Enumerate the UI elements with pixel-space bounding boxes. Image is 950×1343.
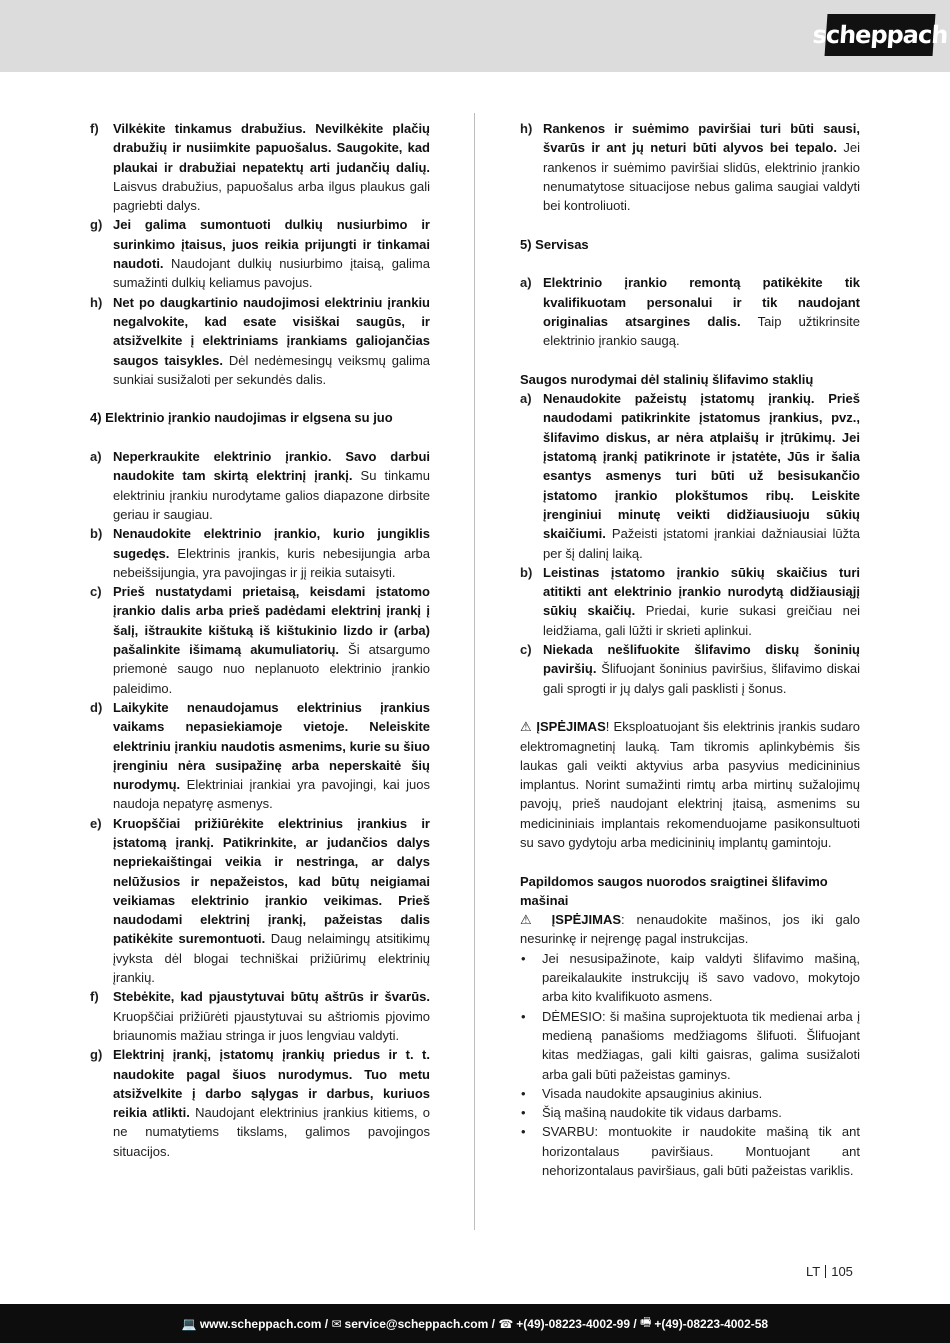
warning-text: ! Eksploatuojant šis elektrinis įrankis sudaro elektromagnetinį lauką. Tam tikromis aplinkybėmis šis laukas gali veikti aktyvius arba pasyvius medicininius implantus. Norint sumažinti rimtų arba mirtinų sužalojimų pavojų, prieš naudojant elektrinį įtaisą, asmenims su medicininiais implantais rekomenduojame pasikonsultuoti su savo gydytoju arba medicininių implantų gamintoju. [520,719,860,850]
item-marker: e) [90,815,102,831]
item-bold-text: Laikykite nenaudojamus elektrinius įrankius vaikams nepasiekiamoje vietoje. Neleiskite elektriniu įrankiu naudotis asmenims, kurie su šiuo įrenginiu nėra susipažinę arba neperskaitė šių nurodymų. [113,699,430,793]
computer-icon: 💻 [181,1316,197,1331]
warning-paragraph [520,717,860,852]
item-text: Kruopščiai prižiūrėti pjaustytuvai su aštriomis pjovimo briaunomis mažiau stringa ir juos lengviau valdyti. [113,1008,430,1043]
list-item [520,640,860,698]
list-item [90,447,430,524]
item-text: Su tinkamu elektriniu įrankiu nurodytame galios diapazone dirbsite geriau ir saugiau. [113,468,430,522]
item-marker: a) [90,449,102,465]
item-bold-text: Kruopščiai prižiūrėkite elektrinius įrankius ir įstatomą įrankį. Patikrinkite, ar judančios dalys nepriekaištingai veikia ir nestringa, ar dalys nelūžusios ir nepažeistos, kad būtų neigiamai veikiamas elektrinio įrankio veikimas. Prieš naudodami elektrinį įrankį, pažeistas dalis patikėkite suremontuoti. [113,815,430,947]
warning-paragraph [520,910,860,949]
item-text: Daug nelaimingų atsitikimų įvyksta dėl blogai techniškai prižiūrimų elektrinių įrankių. [113,931,431,986]
scheppach-logo: scheppach [825,14,936,56]
list-item [90,698,430,814]
list-item [90,1045,430,1161]
item-text: Elektrinis įrankis, kuris nebesijungia arba nebeišsijungia, yra pavojingas ir jį reikia sutaisyti. [113,545,430,580]
footer-separator: / [321,1316,332,1331]
item-bold-text: Jei galima sumontuoti dulkių nusiurbimo ir surinkimo įtaisus, juos reikia prijungti ir tinkamai naudoti. [113,217,430,272]
bullet-item: • SVARBU: montuokite ir naudokite mašiną tik ant horizontalaus paviršiaus. Montuojant ant nehorizontalaus paviršiaus, gali būti pažeistas variklis. [520,1122,860,1180]
item-bold-text: Nenaudokite elektrinio įrankio, kurio jungiklis sugedęs. [113,526,430,561]
item-text: Elektriniai įrankiai yra pavojingi, kai juos naudoja nepatyrę asmenys. [113,777,430,812]
item-marker: h) [90,294,103,310]
right-column [520,119,860,1180]
bullet-item: • DĖMESIO: ši mašina suprojektuota tik medienai arba į medieną panašioms medžiagoms šlifuoti. Šlifuojant kitas medžiagas, gali kilti gaisras, galima susižaloti arba gali būti pažeistas gaminys. [520,1007,860,1084]
item-marker: b) [90,526,103,542]
warning-label: ĮSPĖJIMAS [551,912,622,928]
bullet-text: Jei nesusipažinote, kaip valdyti šlifavimo mašiną, pareikalaukite instrukcijų iš savo vadovo, mokytojo arba kito kvalifikuoto asmens. [542,950,860,1005]
item-bold-text: Elektrinį įrankį, įstatomų įrankių priedus ir t. t. naudokite pagal šiuos nurodymus. Tuo metu atsižvelkite į darbo sąlygas ir darbus, kuriuos reikia atlikti. [113,1047,430,1121]
item-bold-text: Stebėkite, kad pjaustytuvai būtų aštrūs ir švarūs. [113,989,430,1005]
item-marker: g) [90,217,103,233]
item-text: Pažeisti įstatomi įrankiai dažniausiai lūžta per šį dalinį laiką. [543,526,860,561]
section-heading: Papildomos saugos nuorodos sraigtinei šlifavimo mašinai [520,873,828,908]
item-text: Šlifuojant šoninius paviršius, šlifavimo diskai gali sprogti ir jų dalys gali pasklisti į šonus. [543,661,860,696]
footer-separator: / [488,1316,499,1331]
column-divider [474,113,475,1230]
mail-icon: ✉ [331,1316,342,1331]
item-bold-text: Net po daugkartinio naudojimosi elektriniu įrankiu negalvokite, kad esate visiškai saugūs, ir atsižvelkite į elektriniams įrankiams galiojančias saugos taisykles. [113,294,430,368]
item-text: Dėl nedėmesingų veiksmų galima sunkiai susižaloti per sekundės dalis. [113,352,431,387]
item-marker: b) [520,564,533,580]
list-item [90,814,430,988]
item-bold-text: Nenaudokite pažeistų įstatomų įrankių. Prieš naudodami patikrinkite įstatomus įrankius, pvz., šlifavimo diskus, ar nėra atplaišų ir įtrūkimų. Jei įstatomą įrankį patikrinote ir įstatėte, Jūs ir šalia esantys asmenys turi būti už besisukančio įstatomo įrankio plokštumos ribų. Leiskite įrenginiui minutę veikti didžiausiuoju sūkių skaičiumi. [543,391,860,542]
item-text: Priedai, kurie sukasi greičiau nei leidžiama, gali lūžti ir skrieti aplinkui. [543,603,860,638]
list-item [90,293,430,389]
item-marker: f) [90,121,99,136]
list-item [90,524,430,582]
footer-email: service@scheppach.com [344,1316,489,1331]
page-footer [0,1304,950,1343]
section-heading: 5) Servisas [520,236,589,252]
warning-icon: ⚠ [520,719,533,735]
item-marker: d) [90,699,103,715]
section-heading: Saugos nurodymai dėl stalinių šlifavimo staklių [520,371,814,387]
item-marker: f) [90,989,99,1005]
item-bold-text: Rankenos ir suėmimo paviršiai turi būti sausi, švarūs ir ant jų neturi būti alyvos bei tepalo. [543,121,860,156]
page-language: LT [806,1264,821,1279]
list-item [520,119,860,215]
item-bold-text: Elektrinio įrankio remontą patikėkite tik kvalifikuotam personalui ir tik naudojant originalias atsargines dalis. [543,275,860,329]
list-item [520,273,860,350]
footer-separator: / [630,1316,641,1331]
item-bold-text: Niekada nešlifuokite šlifavimo diskų šoninių paviršių. [543,642,860,677]
item-marker: h) [520,121,533,136]
list-item [90,215,430,292]
bullet-item: • Visada naudokite apsauginius akinius. [520,1084,860,1103]
warning-icon: ⚠ [520,912,540,928]
item-marker: c) [90,584,102,600]
page-number [806,1264,853,1279]
item-text: Laisvus drabužius, papuošalus arba ilgus plaukus gali pagriebti dalys. [113,178,430,214]
item-marker: a) [520,275,532,291]
list-item [520,563,860,640]
list-item [90,582,430,698]
fax-icon: 🖷 [640,1315,652,1329]
footer-phone: +(49)-08223-4002-99 [516,1316,631,1331]
list-item [90,119,430,215]
footer-website: www.scheppach.com [199,1316,322,1331]
item-text: Jei rankenos ir suėmimo paviršiai slidūs, elektrinio įrankio nenumatytose situacijose nebus galima saugiai valdyti bei kontroliuoti. [543,140,861,214]
item-text: Ši atsargumo priemonė saugo nuo neplanuoto elektrinio įrankio paleidimo. [113,642,430,696]
bullet-item: • Šią mašiną naudokite tik vidaus darbams. [520,1103,860,1122]
page-number-value: 105 [831,1264,853,1279]
item-bold-text: Prieš nustatydami prietaisą, keisdami įstatomo įrankio dalis arba prieš padėdami elektrinį įrankį į šalį, ištraukite kištuką iš kištukinio lizdo ir (arba) pašalinkite išimamą akumuliatorių. [113,584,430,658]
item-marker: c) [520,642,532,658]
section-heading: 4) Elektrinio įrankio naudojimas ir elgsena su juo [90,410,393,426]
bullet-item: • Jei nesusipažinote, kaip valdyti šlifavimo mašiną, pareikalaukite instrukcijų iš savo vadovo, mokytojo arba kito kvalifikuoto asmens. [520,949,860,1007]
list-item [520,389,860,563]
warning-label: ĮSPĖJIMAS [536,719,606,735]
left-column [90,119,430,1161]
item-bold-text: Vilkėkite tinkamus drabužius. Nevilkėkite plačių drabužių ir nusiimkite papuošalus. Saugokite, kad plaukai ir drabužiai nepatektų arti judančių dalių. [113,121,430,175]
list-item [90,987,430,1045]
bullet-text: DĖMESIO: ši mašina suprojektuota tik medienai arba į medieną panašioms medžiagoms šlifuoti. Šlifuojant kitas medžiagas, gali kilti gaisras, galima susižaloti arba gali būti pažeistas gaminys. [542,1008,860,1082]
item-text: Taip užtikrinsite elektrinio įrankio saugą. [543,313,861,349]
item-marker: g) [90,1047,103,1063]
bullet-text: Šią mašiną naudokite tik vidaus darbams. [542,1105,782,1121]
item-bold-text: Neperkraukite elektrinio įrankio. Savo darbui naudokite tam skirtą elektrinį įrankį. [113,449,430,484]
item-bold-text: Leistinas įstatomo įrankio sūkių skaičius turi atitikti ant elektrinio įrankio nurodytą didžiausiąjį sūkių skaičių. [543,564,860,619]
bullet-text: Visada naudokite apsauginius akinius. [542,1085,763,1101]
item-text: Naudojant dulkių nusiurbimo įtaisą, galima sumažinti dulkių keliamus pavojus. [113,256,430,291]
warning-text: : nenaudokite mašinos, jos iki galo nesurinkę ir neįrengę pagal instrukcijas. [520,912,860,947]
bullet-text: SVARBU: montuokite ir naudokite mašiną tik ant horizontalaus paviršiaus. Montuojant ant nehorizontalaus paviršiaus, gali būti pažeistas variklis. [542,1124,860,1179]
phone-icon: ☎ [498,1316,514,1331]
footer-fax: +(49)-08223-4002-58 [654,1316,769,1331]
item-text: Naudojant elektrinius įrankius kitiems, o ne numatytiems tikslams, galimos pavojingos situacijos. [113,1105,431,1159]
item-marker: a) [520,391,532,407]
page-header [0,0,950,72]
